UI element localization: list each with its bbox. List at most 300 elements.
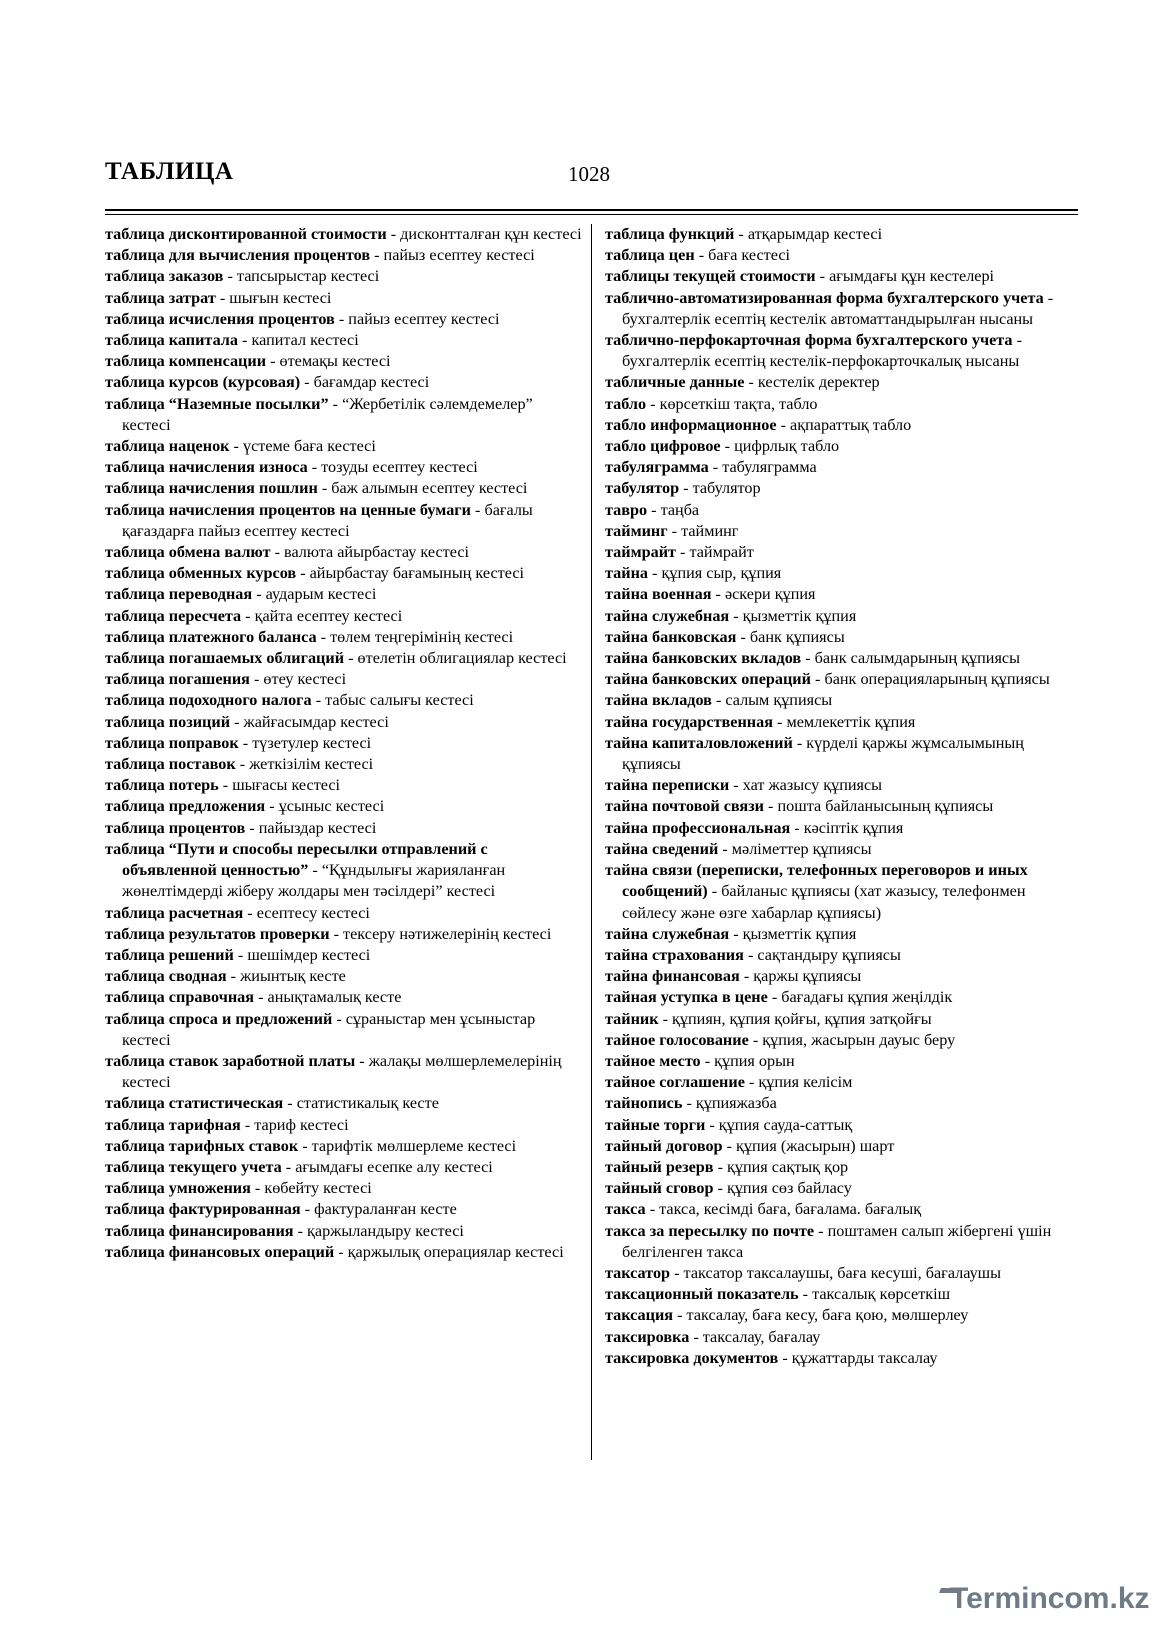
dictionary-entry (105, 754, 583, 775)
entry-term: тайное соглашение (605, 1073, 745, 1092)
dictionary-entry (105, 1157, 583, 1178)
entry-separator: - (790, 818, 804, 837)
dictionary-entry (105, 796, 583, 817)
dictionary-entry (105, 224, 583, 245)
dictionary-entry (105, 733, 583, 754)
entry-separator: - (235, 755, 250, 774)
dictionary-entry (605, 690, 1081, 711)
dictionary-entry (105, 648, 583, 669)
entry-separator: - (334, 309, 349, 328)
entry-term: таблица курсов (курсовая) (105, 373, 301, 392)
entry-term: тайна служебная (605, 924, 730, 943)
entry-separator: - (470, 500, 485, 519)
entry-separator: - (307, 458, 322, 477)
entry-separator: - (283, 1094, 297, 1113)
entry-separator: - (238, 331, 252, 350)
entry-separator: - (729, 776, 743, 795)
entry-term: таблица решений (105, 945, 234, 964)
entry-translation: қызметтік құпия (742, 606, 857, 625)
dictionary-entry (105, 839, 583, 903)
entry-separator: - (767, 988, 782, 1007)
entry-separator: - (700, 1051, 715, 1070)
dictionary-entry (605, 563, 1081, 584)
dictionary-entry (605, 436, 1081, 457)
entry-separator: - (386, 225, 401, 243)
entry-translation: байланыс құпиясы (хат жазысу, телефонмен сөйлесу және өзге хабарлар құпиясы) (622, 882, 1026, 922)
dictionary-entry (605, 478, 1081, 499)
entry-separator: - (311, 691, 326, 710)
entry-translation: “Құндылығы жарияланған жөнелтімдерді жіберу жолдары мен тәсілдері” кестесі (122, 861, 506, 901)
entry-translation: таңба (660, 500, 700, 519)
entry-translation: көрсеткіш тақта, табло (659, 394, 818, 413)
entry-separator: - (226, 967, 241, 986)
entry-separator: - (705, 1115, 719, 1134)
entry-separator: - (722, 1136, 737, 1155)
entry-term: тайна переписки (605, 776, 730, 795)
entry-separator: - (328, 394, 343, 413)
entry-separator: - (316, 627, 331, 646)
entry-term: таблица справочная (105, 988, 255, 1007)
dictionary-entry (605, 1284, 1081, 1305)
entry-separator: - (667, 521, 682, 540)
entry-term: таблица процентов (105, 818, 246, 837)
entry-separator: - (300, 373, 314, 392)
entry-translation: тариф кестесі (254, 1115, 349, 1134)
header-rule-thin (105, 214, 1078, 215)
dictionary-entry (105, 500, 583, 542)
dictionary-entry (105, 245, 583, 266)
entry-separator: - (1012, 331, 1022, 350)
entry-separator: - (736, 627, 750, 646)
entry-translation: анықтамалық кесте (267, 988, 402, 1007)
entry-term: таблица тарифных ставок (105, 1136, 299, 1155)
entry-translation: айырбастау бағамының кестесі (309, 564, 525, 583)
entry-translation: өтелетін облигациялар кестесі (357, 649, 567, 668)
entry-term: табличные данные (605, 373, 745, 392)
entry-term: таблица дисконтированной стоимости (105, 225, 387, 243)
dictionary-entry (105, 309, 583, 330)
entry-separator: - (814, 1221, 828, 1240)
entry-term: таксатор (605, 1263, 671, 1282)
entry-translation: табуляграмма (722, 458, 817, 477)
entry-separator: - (1043, 288, 1054, 307)
page-number: 1028 (568, 162, 610, 186)
entry-separator: - (694, 246, 709, 265)
entry-translation: құпия сөз байласу (726, 1179, 852, 1198)
entry-term: таблица заказов (105, 267, 224, 286)
entry-separator: - (238, 733, 253, 752)
entry-separator: - (778, 1348, 792, 1367)
entry-translation: қызметтік құпия (742, 924, 857, 943)
dictionary-entry (105, 1115, 583, 1136)
entry-term: таблично-перфокарточная форма бухгалтерского учета (605, 331, 1013, 350)
entry-term: таблица компенсации (105, 352, 267, 371)
entry-term: таблица статистическая (105, 1094, 284, 1113)
entry-translation: ағымдағы есепке алу кестесі (295, 1157, 493, 1176)
entry-separator: - (229, 437, 243, 456)
dictionary-entry (605, 1115, 1081, 1136)
dictionary-entry (605, 415, 1081, 436)
entry-separator: - (682, 1094, 696, 1113)
entry-separator: - (739, 967, 754, 986)
entry-term: тайник (605, 1009, 659, 1028)
entry-term: таблица поставок (105, 755, 236, 774)
entry-translation: пайыздар кестесі (258, 818, 377, 837)
entry-translation: өтеу кестесі (263, 670, 347, 689)
entry-translation: шешімдер кестесі (247, 945, 371, 964)
entry-separator: - (296, 564, 310, 583)
entry-term: тайный сговор (605, 1179, 714, 1198)
entry-term: тайна почтовой связи (605, 797, 764, 816)
entry-term: таблица обменных курсов (105, 564, 297, 583)
entry-term: таблично-автоматизированная форма бухгалтерского учета (605, 288, 1044, 307)
entry-translation: пайыз есептеу кестесі (383, 246, 535, 265)
dictionary-entry (105, 1093, 583, 1114)
entry-translation: құпия (жасырын) шарт (736, 1136, 895, 1155)
entry-separator: - (713, 1179, 727, 1198)
entry-separator: - (266, 352, 280, 371)
dictionary-entry (105, 372, 583, 393)
entry-translation: банк құпиясы (749, 627, 845, 646)
entry-term: таблица расчетная (105, 903, 244, 922)
entry-separator: - (293, 1221, 308, 1240)
dictionary-entry (105, 1136, 583, 1157)
entry-separator: - (689, 1327, 703, 1346)
entry-separator: - (711, 691, 726, 710)
entry-separator: - (658, 1009, 673, 1028)
entry-translation: мемлекеттік құпия (786, 712, 916, 731)
entry-translation: қаржыландыру кестесі (307, 1221, 464, 1240)
entry-term: тайна финансовая (605, 967, 740, 986)
entry-translation: құпия келісім (758, 1073, 853, 1092)
dictionary-entry (605, 372, 1081, 393)
entry-translation: көбейту кестесі (264, 1179, 372, 1198)
entry-term: таблица позиций (105, 712, 231, 731)
header-word: ТАБЛИЦА (105, 158, 234, 185)
entry-term: тайна профессиональная (605, 818, 791, 837)
dictionary-entry (605, 457, 1081, 478)
entry-translation: табыс салығы кестесі (325, 691, 474, 710)
entry-translation: банк салымдарының құпиясы (814, 649, 1020, 668)
dictionary-entry (605, 1263, 1081, 1284)
dictionary-entry (105, 1221, 583, 1242)
dictionary-entry (105, 1009, 583, 1051)
entry-translation: құпия сыр, құпия (661, 564, 782, 583)
entry-translation: фактураланған кесте (314, 1200, 457, 1219)
entry-separator: - (679, 479, 693, 498)
entry-separator: - (734, 225, 748, 243)
entry-term: таблица “Наземные посылки” (105, 394, 329, 413)
entry-separator: - (748, 1030, 763, 1049)
entry-translation: капитал кестесі (251, 331, 359, 350)
entry-translation: тексеру нәтижелерінің кестесі (343, 924, 552, 943)
entry-translation: кәсіптік құпия (803, 818, 904, 837)
entry-translation: атқарымдар кестесі (747, 225, 883, 243)
entry-translation: такса, кесімді баға, бағалама. бағалық (659, 1200, 922, 1219)
header-rule-thick (105, 209, 1078, 211)
entry-term: таблица текущего учета (105, 1157, 282, 1176)
entry-term: таксировка документов (605, 1348, 779, 1367)
entry-translation: ақпараттық табло (790, 415, 912, 434)
entry-term: таблица платежного баланса (105, 627, 317, 646)
entry-term: тайна капиталовложений (605, 733, 793, 752)
entry-term: такса (605, 1200, 646, 1219)
entry-separator: - (675, 543, 690, 562)
entry-term: тайная уступка в цене (605, 988, 768, 1007)
entry-separator: - (265, 797, 279, 816)
entry-separator: - (743, 945, 758, 964)
entry-separator: - (764, 797, 778, 816)
entry-translation: күрделі қаржы жұмсалымының құпиясы (622, 733, 1024, 774)
entry-translation: бухгалтерлік есептің кестелік автоматтандырылған нысаны (622, 309, 1034, 328)
dictionary-entry (105, 1242, 583, 1263)
entry-translation: таксалау, баға кесу, баға қою, мөлшерлеу (686, 1306, 969, 1325)
dictionary-entry (105, 606, 583, 627)
entry-term: таблица ставок заработной платы (105, 1051, 356, 1070)
entry-translation: бағамдар кестесі (313, 373, 430, 392)
entry-separator: - (233, 945, 248, 964)
entry-translation: құжаттарды таксалау (791, 1348, 938, 1367)
entry-term: тайное голосование (605, 1030, 749, 1049)
dictionary-entry (605, 584, 1081, 605)
entry-term: тайна военная (605, 585, 712, 604)
entry-term: таксация (605, 1306, 674, 1325)
entry-term: таблица начисления процентов на ценные бумаги (105, 500, 471, 519)
dictionary-entry (605, 1030, 1081, 1051)
entry-translation: шығын кестесі (229, 288, 332, 307)
entry-translation: шығасы кестесі (232, 776, 341, 795)
termincom-logo (940, 1582, 1155, 1627)
entry-separator: - (707, 882, 722, 901)
entry-separator: - (744, 1073, 759, 1092)
entry-separator: - (308, 861, 322, 880)
entry-translation: түзетулер кестесі (252, 733, 372, 752)
entry-separator: - (673, 1306, 687, 1325)
entry-term: таблица погашения (105, 670, 250, 689)
entry-separator: - (815, 267, 830, 286)
entry-translation: жалақы мөлшерлемелерінің кестесі (122, 1051, 562, 1092)
entry-translation: құпия, жасырын дауыс беру (762, 1030, 956, 1049)
dictionary-entry (105, 924, 583, 945)
entry-translation: әскери құпия (724, 585, 816, 604)
entry-translation: банк операцияларының құпиясы (824, 670, 1050, 689)
entry-separator: - (713, 1157, 728, 1176)
dictionary-entry (105, 627, 583, 648)
entry-separator: - (329, 924, 344, 943)
entry-separator: - (241, 606, 255, 625)
entry-separator: - (298, 1136, 312, 1155)
dictionary-entry (605, 542, 1081, 563)
dictionary-entry (105, 712, 583, 733)
dictionary-entry (105, 818, 583, 839)
entry-separator: - (334, 1242, 348, 1261)
column-divider (591, 224, 592, 1460)
dictionary-entry (105, 1051, 583, 1093)
dictionary-entry (605, 1136, 1081, 1157)
entry-translation: салым құпиясы (725, 691, 833, 710)
entry-translation: сұраныстар мен ұсыныстар кестесі (122, 1009, 536, 1049)
dictionary-entry (605, 648, 1081, 669)
dictionary-entry (605, 394, 1081, 415)
entry-term: таблица капитала (105, 331, 238, 350)
entry-term: тайминг (605, 521, 668, 540)
entry-term: тайна (605, 564, 648, 583)
entry-term: тайна сведений (605, 839, 719, 858)
entry-term: таксационный показатель (605, 1285, 799, 1304)
entry-term: таймрайт (605, 543, 676, 562)
entry-translation: мәліметтер құпиясы (731, 839, 872, 858)
entry-term: таблица обмена валют (105, 543, 271, 562)
dictionary-entry (605, 330, 1081, 372)
entry-term: табло информационное (605, 415, 777, 434)
dictionary-entry (605, 733, 1081, 775)
entry-separator: - (645, 1200, 660, 1219)
entry-term: таблица переводная (105, 585, 253, 604)
entry-translation: баж алымын есептеу кестесі (331, 479, 528, 498)
dictionary-entry (605, 1305, 1081, 1326)
entry-separator: - (648, 564, 662, 583)
dictionary-entry (605, 1221, 1081, 1263)
entry-separator: - (810, 670, 825, 689)
entry-translation: ұсыныс кестесі (278, 797, 385, 816)
entry-separator: - (801, 649, 815, 668)
entry-translation: “Жербетілік сәлемдемелер” кестесі (122, 394, 533, 434)
entry-translation: өтемақы кестесі (279, 352, 391, 371)
entry-term: таблица затрат (105, 288, 216, 307)
entry-term: таблица подоходного налога (105, 691, 312, 710)
entry-term: таблица исчисления процентов (105, 309, 335, 328)
entry-term: табуляграмма (605, 458, 709, 477)
entry-separator: - (711, 585, 725, 604)
entry-separator: - (344, 649, 358, 668)
entry-separator: - (215, 288, 230, 307)
entry-term: табло цифровое (605, 437, 721, 456)
entry-separator: - (250, 1179, 265, 1198)
dictionary-entry (605, 945, 1081, 966)
dictionary-entry (105, 903, 583, 924)
dictionary-entry (105, 330, 583, 351)
entry-separator: - (317, 479, 332, 498)
dictionary-entry (605, 606, 1081, 627)
entry-separator: - (218, 776, 233, 795)
entry-separator: - (243, 903, 257, 922)
entry-separator: - (647, 500, 661, 519)
entry-term: таблица результатов проверки (105, 924, 330, 943)
entry-separator: - (281, 1157, 296, 1176)
entry-separator: - (670, 1263, 684, 1282)
entry-translation: құпия сақтық қор (727, 1157, 849, 1176)
dictionary-entry (105, 945, 583, 966)
dictionary-entry (605, 1009, 1081, 1030)
entry-translation: таксалау, бағалау (702, 1327, 821, 1346)
entry-translation: аударым кестесі (265, 585, 377, 604)
dictionary-entry (605, 521, 1081, 542)
entry-translation: пошта байланысының құпиясы (777, 797, 994, 816)
dictionary-entry (105, 775, 583, 796)
entry-term: таблица финансовых операций (105, 1242, 335, 1261)
entry-term: тайна связи (переписки, телефонных переговоров и иных сообщений) (605, 861, 1028, 901)
dictionary-entry (105, 288, 583, 309)
entry-separator: - (223, 267, 237, 286)
entry-translation: баға кестесі (708, 246, 791, 265)
entry-term: таблица умножения (105, 1179, 251, 1198)
entry-separator: - (270, 543, 285, 562)
entry-term: таксировка (605, 1327, 690, 1346)
dictionary-entry (105, 966, 583, 987)
entry-term: тайные торги (605, 1115, 706, 1134)
dictionary-entry (605, 775, 1081, 796)
dictionary-entry (105, 394, 583, 436)
entry-term: таблица начисления пошлин (105, 479, 318, 498)
dictionary-entry (105, 669, 583, 690)
entry-translation: таймрайт (689, 543, 754, 562)
right-column (605, 224, 1081, 1369)
entry-separator: - (252, 585, 266, 604)
dictionary-entry (605, 966, 1081, 987)
entry-term: таблица сводная (105, 967, 227, 986)
entry-separator: - (720, 437, 735, 456)
entry-separator: - (254, 988, 268, 1007)
entry-separator: - (718, 839, 732, 858)
entry-translation: тайминг (681, 521, 739, 540)
entry-term: тавро (605, 500, 648, 519)
dictionary-entry (605, 500, 1081, 521)
dictionary-entry (605, 1348, 1081, 1369)
entry-translation: бухгалтерлік есептің кестелік-перфокарточкалық нысаны (622, 352, 1020, 371)
entry-translation: үстеме баға кестесі (242, 437, 376, 456)
dictionary-entry (605, 1093, 1081, 1114)
entry-translation: құпия сауда-саттық (718, 1115, 853, 1134)
entry-separator: - (798, 1285, 813, 1304)
entry-separator: - (776, 415, 791, 434)
entry-translation: цифрлық табло (734, 437, 840, 456)
entry-translation: тапсырыстар кестесі (236, 267, 380, 286)
dictionary-entry (605, 627, 1081, 648)
dictionary-entry (605, 224, 1081, 245)
entry-translation: хат жазысу құпиясы (742, 776, 883, 795)
entry-term: тайна страхования (605, 945, 744, 964)
entry-translation: жеткізілім кестесі (249, 755, 374, 774)
entry-term: таблица наценок (105, 437, 230, 456)
entry-term: таблица поправок (105, 733, 239, 752)
dictionary-entry (605, 1072, 1081, 1093)
entry-term: таблица пересчета (105, 606, 242, 625)
entry-translation: бағалы қағаздарға пайыз есептеу кестесі (122, 500, 533, 540)
dictionary-entry (605, 1327, 1081, 1348)
dictionary-entry (105, 351, 583, 372)
dictionary-entry (605, 1051, 1081, 1072)
dictionary-entry (605, 266, 1081, 287)
entry-translation: сақтандыру құпиясы (757, 945, 901, 964)
dictionary-entry (605, 924, 1081, 945)
entry-translation: төлем теңгерімінің кестесі (330, 627, 514, 646)
dictionary-entry (105, 690, 583, 711)
entry-translation: жайғасымдар кестесі (243, 712, 389, 731)
entry-term: тайный резерв (605, 1157, 714, 1176)
logo-text: Termincom.kz (950, 1582, 1150, 1615)
dictionary-entry (105, 542, 583, 563)
entry-term: табло (605, 394, 647, 413)
entry-translation: құпиян, құпия қойғы, құпия затқойғы (672, 1009, 932, 1028)
entry-term: таблица погашаемых облигаций (105, 649, 345, 668)
entry-term: тайна служебная (605, 606, 730, 625)
entry-separator: - (230, 712, 244, 731)
entry-separator: - (708, 458, 723, 477)
entry-translation: тарифтік мөлшерлеме кестесі (311, 1136, 517, 1155)
entry-separator: - (792, 733, 807, 752)
dictionary-entry (605, 1157, 1081, 1178)
dictionary-entry (105, 1199, 583, 1220)
